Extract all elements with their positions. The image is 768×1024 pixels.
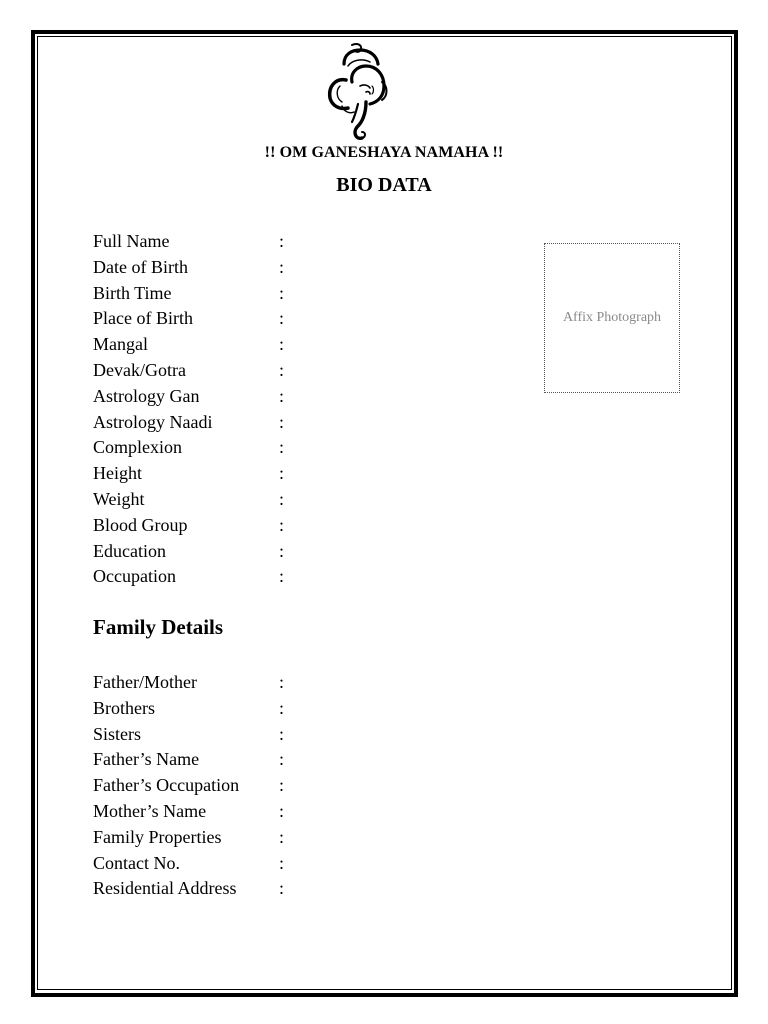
field-label: Blood Group xyxy=(93,514,188,535)
field-separator: : xyxy=(279,463,285,484)
field-label: Father/Mother xyxy=(93,672,197,692)
field-label: Place of Birth xyxy=(93,308,193,329)
field-label: Birth Time xyxy=(93,282,172,303)
field-label: Full Name xyxy=(93,231,170,251)
photo-placeholder-box xyxy=(544,243,680,393)
ganesha-icon xyxy=(322,42,390,148)
field-label: Weight xyxy=(93,488,145,509)
field-separator: : xyxy=(279,826,285,847)
document-title: BIO DATA xyxy=(336,174,432,196)
field-label: Residential Address xyxy=(93,878,237,899)
field-separator: : xyxy=(279,697,285,718)
field-separator: : xyxy=(279,359,285,380)
field-separator: : xyxy=(279,488,285,509)
field-separator: : xyxy=(279,852,285,873)
field-label: Mangal xyxy=(93,334,148,355)
field-label: Brothers xyxy=(93,697,155,718)
field-separator: : xyxy=(279,282,285,303)
field-separator: : xyxy=(279,672,285,692)
field-separator: : xyxy=(279,437,285,458)
field-separator: : xyxy=(279,800,285,821)
field-separator: : xyxy=(279,385,285,406)
field-label: Mother’s Name xyxy=(93,800,207,821)
invocation-text: !! OM GANESHAYA NAMAHA !! xyxy=(264,144,504,161)
field-label: Date of Birth xyxy=(93,256,188,277)
field-label: Father’s Occupation xyxy=(93,775,240,796)
field-separator: : xyxy=(279,514,285,535)
field-separator: : xyxy=(279,540,285,561)
field-label: Astrology Naadi xyxy=(93,411,213,432)
field-label: Devak/Gotra xyxy=(93,359,186,380)
field-label: Sisters xyxy=(93,723,142,744)
field-label: Complexion xyxy=(93,437,182,458)
field-separator: : xyxy=(279,308,285,329)
field-separator: : xyxy=(279,411,285,432)
photo-placeholder-text: Affix Photograph xyxy=(562,310,662,325)
field-label: Family Properties xyxy=(93,826,222,847)
field-label: Height xyxy=(93,463,142,484)
field-separator: : xyxy=(279,749,285,770)
field-separator: : xyxy=(279,256,285,277)
family-details-heading: Family Details xyxy=(93,615,224,639)
field-separator: : xyxy=(279,231,285,251)
field-separator: : xyxy=(279,566,285,587)
field-label: Education xyxy=(93,540,166,561)
field-label: Astrology Gan xyxy=(93,385,200,406)
field-separator: : xyxy=(279,723,285,744)
field-label: Contact No. xyxy=(93,852,180,873)
field-separator: : xyxy=(279,878,285,899)
field-separator: : xyxy=(279,334,285,355)
field-label: Father’s Name xyxy=(93,749,200,770)
field-separator: : xyxy=(279,775,285,796)
field-label: Occupation xyxy=(93,566,176,587)
